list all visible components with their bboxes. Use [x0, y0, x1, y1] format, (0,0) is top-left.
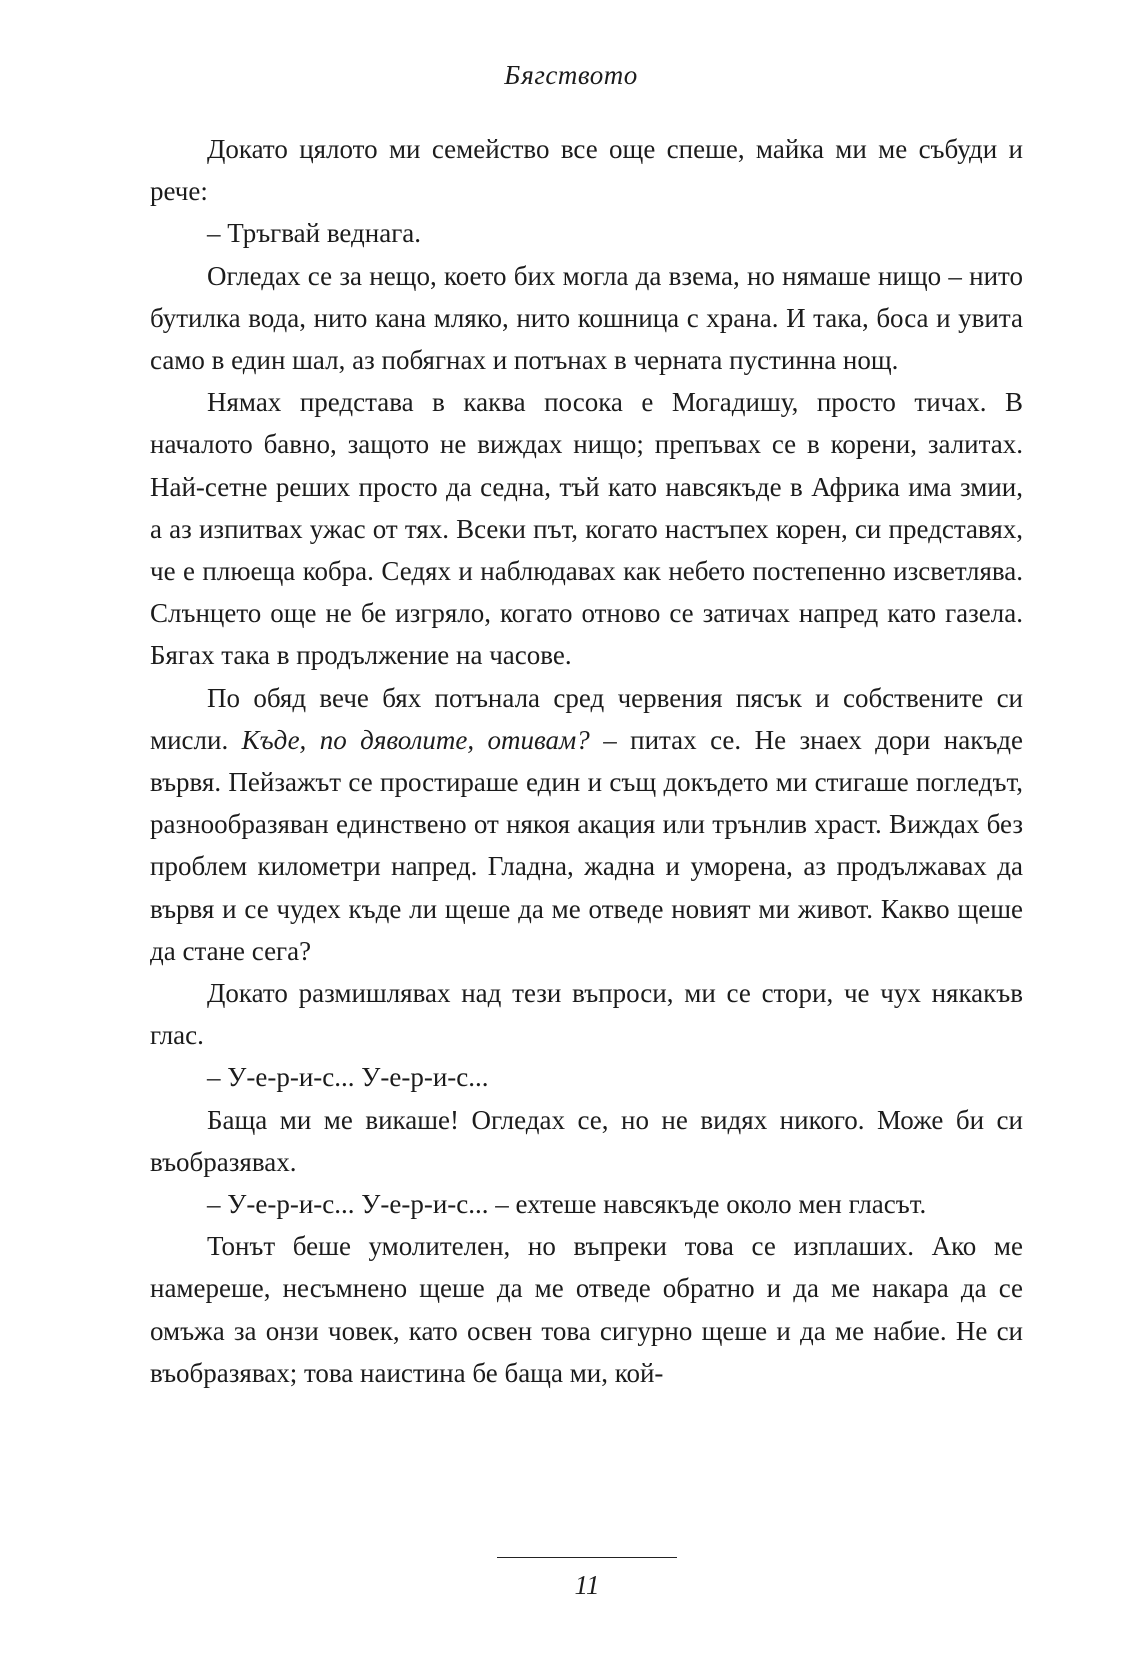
running-head: Бягството	[504, 60, 638, 90]
footer-rule	[497, 1557, 677, 1558]
dialog-line: – У-е-р-и-с... У-е-р-и-с... – ехтеше навсякъде около мен гласът.	[207, 1189, 927, 1220]
paragraph	[150, 677, 1023, 972]
dialog-line: – Тръгвай веднага.	[207, 218, 422, 249]
paragraph: Огледах се за нещо, което бих могла да взема, но нямаше нищо – нито бутилка вода, нито кана мляко, нито кошница с храна. И така, боса и увита само в един шал, аз побягнах и потънах в черната пустинна нощ.	[150, 260, 1023, 376]
paragraph: Нямах представа в каква посока е Могадишу, просто тичах. В началото бавно, защото не виждах нищо; препъвах се в корени, залитах. Най-сетне реших просто да седна, тъй като навсякъде в Африка има змии, а аз изпитвах ужас от тях. Всеки път, когато настъпех корен, си представях, че е плюеща кобра. Седях и наблюдавах как небето постепенно изсветлява. Слънцето още не бе изгряло, когато отново се затичах напред като газела. Бягах така в продължение на часове.	[150, 387, 1023, 671]
page-number: 11	[574, 1570, 600, 1600]
dialog-line: – У-е-р-и-с... У-е-р-и-с...	[207, 1062, 489, 1093]
paragraph: Докато размишлявах над тези въпроси, ми се стори, че чух някакъв глас.	[150, 978, 1023, 1051]
paragraph-text: – питах се. Не знаех дори накъде вървя. Пейзажът се простираше един и същ докъдето ми стигаше погледът, разнообразяван единствено от някоя акация или трънлив храст. Виждах без проблем километри напред. Гладна, жадна и уморена, аз продължавах да вървя и се чудех къде ли щеше да ме отведе новият ми живот. Какво щеше да стане сега?	[150, 724, 1024, 966]
paragraph-text: По обяд вече бях потънала сред червения пясък и собствените си мисли.	[150, 682, 1023, 755]
italic-thought: Къде, по дяволите, отивам?	[241, 724, 590, 755]
paragraph: Тонът беше умолителен, но въпреки това се изплаших. Ако ме намереше, несъмнено щеше да ме отведе обратно и да ме накара да се омъжа за онзи човек, като освен това сигурно щеше и да ме набие. Не си въобразявах; това наистина бе баща ми, кой-	[150, 1231, 1023, 1388]
body-text	[150, 128, 1023, 1394]
paragraph: Докато цялото ми семейство все още спеше, майка ми ме събуди и рече:	[150, 134, 1023, 207]
paragraph: Баща ми ме викаше! Огледах се, но не видях никого. Може би си въобразявах.	[150, 1104, 1023, 1177]
